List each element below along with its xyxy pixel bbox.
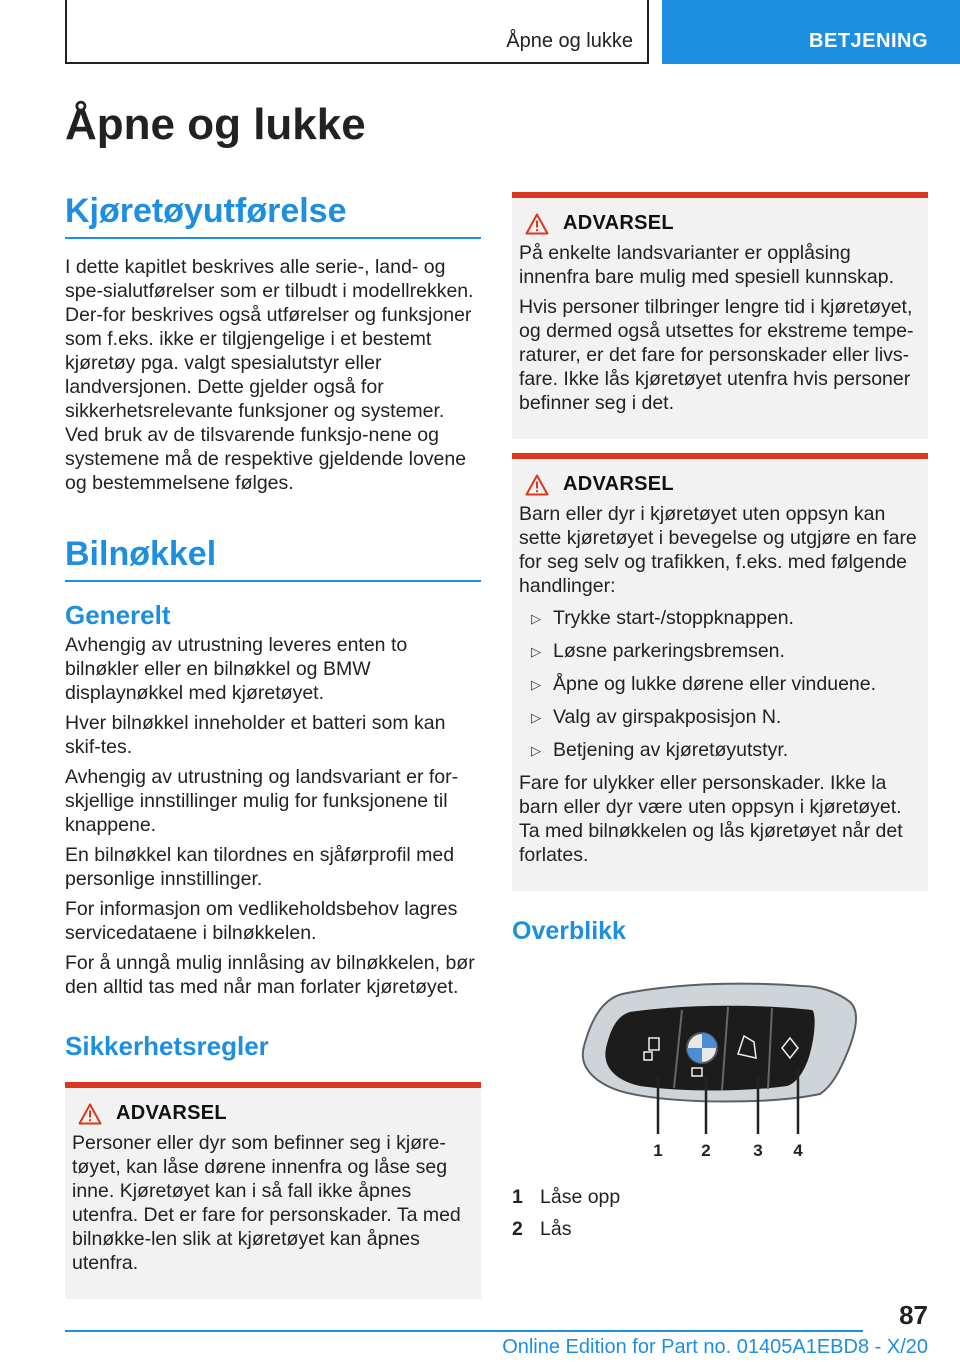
warning-header: [72, 1102, 474, 1125]
left-column: [65, 192, 481, 1299]
bullet-text: Løsne parkeringsbremsen.: [553, 640, 785, 662]
bullet-item: [531, 705, 921, 730]
generelt-paragraph: For informasjon om vedlikeholdsbehov lagres servicedataene i bilnøkkelen.: [65, 898, 458, 944]
header-section-box: [65, 0, 649, 64]
warning-text: På enkelte landsvarianter er opplåsing innenfra bare mulig med spesiell kunnskap.: [519, 242, 895, 288]
bullet-text: Betjening av kjøretøyutstyr.: [553, 739, 789, 761]
bullet-item: [531, 606, 921, 631]
item-label: Låse opp: [540, 1186, 621, 1208]
section-heading-bilnokkel: Bilnøkkel: [65, 535, 481, 582]
warning-title: ADVARSEL: [563, 473, 674, 495]
subheading-generelt: Generelt: [65, 600, 171, 630]
generelt-paragraph: For å unngå mulig innlåsing av bilnøkkelen, bør den alltid tas med når man forlater kjøretøyet.: [65, 952, 475, 998]
figure-number-label: 2: [701, 1141, 711, 1160]
warning-text: Fare for ulykker eller personskader. Ikke la barn eller dyr være uten oppsyn i kjøretøyet. Ta med bilnøkkelen og lås kjøretøyet når det forlates.: [519, 772, 903, 866]
bullet-text: Trykke start-/stoppknappen.: [553, 607, 794, 629]
header-chapter-tab: [662, 0, 960, 64]
warning-triangle-icon: [525, 474, 549, 496]
triangle-bullet-icon: ▷: [531, 644, 541, 659]
warning-text: Personer eller dyr som befinner seg i kjøre-tøyet, kan låse dørene innenfra og låse seg inne. Kjøretøyet kan i så fall ikke åpnes utenfra. Det er fare for personskader. Ta med bilnøkke-len slik at kjøretøyet kan åpnes utenfra.: [72, 1132, 461, 1274]
item-number: 1: [512, 1186, 523, 1208]
triangle-bullet-icon: ▷: [531, 743, 541, 758]
page-number: 87: [899, 1300, 928, 1330]
warning-box: [512, 192, 928, 439]
bullet-item: [531, 738, 921, 763]
generelt-paragraph: Hver bilnøkkel inneholder et batteri som kan skif-tes.: [65, 712, 446, 758]
warning-triangle-icon: [78, 1103, 102, 1125]
footer-divider: [65, 1330, 863, 1332]
figure-number-label: 4: [793, 1141, 803, 1160]
subheading-overblikk: Overblikk: [512, 917, 626, 945]
warning-title: ADVARSEL: [563, 212, 674, 234]
right-column: [512, 192, 928, 1249]
generelt-paragraph: Avhengig av utrustning og landsvariant er for-skjellige innstillinger mulig for funksjonene til knappene.: [65, 766, 459, 836]
triangle-bullet-icon: ▷: [531, 710, 541, 725]
header-chapter-label: BETJENING: [809, 30, 928, 52]
bullet-text: Valg av girspakposisjon N.: [553, 706, 782, 728]
numbered-list: [512, 1185, 928, 1241]
footer-edition-text: Online Edition for Part no. 01405A1EBD8 - X/20: [502, 1336, 928, 1358]
item-number: 2: [512, 1218, 523, 1240]
kjoretoyutforelse-text: I dette kapitlet beskrives alle serie-, land- og spe-sialutførelser som er tilbudt i modellrekken. Der-for beskrives også utførelser og funksjoner som f.eks. ikke er tilgjengelige i et bestemt kjøretøy pga. valgt spesialutstyr eller landversjonen. Dette gjelder også for sikkerhetsrelevante funksjoner og systemer. Ved bruk av de tilsvarende funksjo-nene og systemene må de respektive gjeldende lovene og bestemmelsene følges.: [65, 256, 474, 494]
page-title: Åpne og lukke: [65, 100, 366, 149]
numbered-item: [512, 1217, 928, 1241]
figure-number-label: 3: [753, 1141, 763, 1160]
generelt-paragraph: En bilnøkkel kan tilordnes en sjåførprofil med personlige innstillinger.: [65, 844, 455, 890]
warning-box: [512, 453, 928, 891]
warning-header: [519, 212, 921, 235]
bullet-item: [531, 672, 921, 697]
bullet-item: [531, 639, 921, 664]
warning-box: [65, 1082, 481, 1299]
generelt-paragraph: Avhengig av utrustning leveres enten to bilnøkler eller en bilnøkkel og BMW displaynøkkel med kjøretøyet.: [65, 634, 408, 704]
triangle-bullet-icon: ▷: [531, 677, 541, 692]
warning-header: [519, 473, 921, 496]
figure-number-label: 1: [653, 1141, 663, 1160]
bullet-text: Åpne og lukke dørene eller vinduene.: [553, 673, 877, 695]
header-section-title: Åpne og lukke: [506, 30, 633, 52]
warning-title: ADVARSEL: [116, 1102, 227, 1124]
numbered-item: [512, 1185, 928, 1209]
triangle-bullet-icon: ▷: [531, 611, 541, 626]
section-heading-kjoretoyutforelse: Kjøretøyutførelse: [65, 192, 481, 239]
subheading-sikkerhetsregler: Sikkerhetsregler: [65, 1031, 269, 1061]
key-fob-illustration: [572, 976, 872, 1171]
warning-triangle-icon: [525, 213, 549, 235]
warning-text: Hvis personer tilbringer lengre tid i kjøretøyet, og dermed også utsettes for ekstreme tempe-raturer, er det fare for personskader eller livs-fare. Ikke lås kjøretøyet utenfra hvis personer befinner seg i det.: [519, 296, 914, 414]
item-label: Lås: [540, 1218, 572, 1240]
warning-text: Barn eller dyr i kjøretøyet uten oppsyn kan sette kjøretøyet i bevegelse og utgjøre en fare for seg selv og trafikken, f.eks. med følgende handlinger:: [519, 503, 917, 597]
